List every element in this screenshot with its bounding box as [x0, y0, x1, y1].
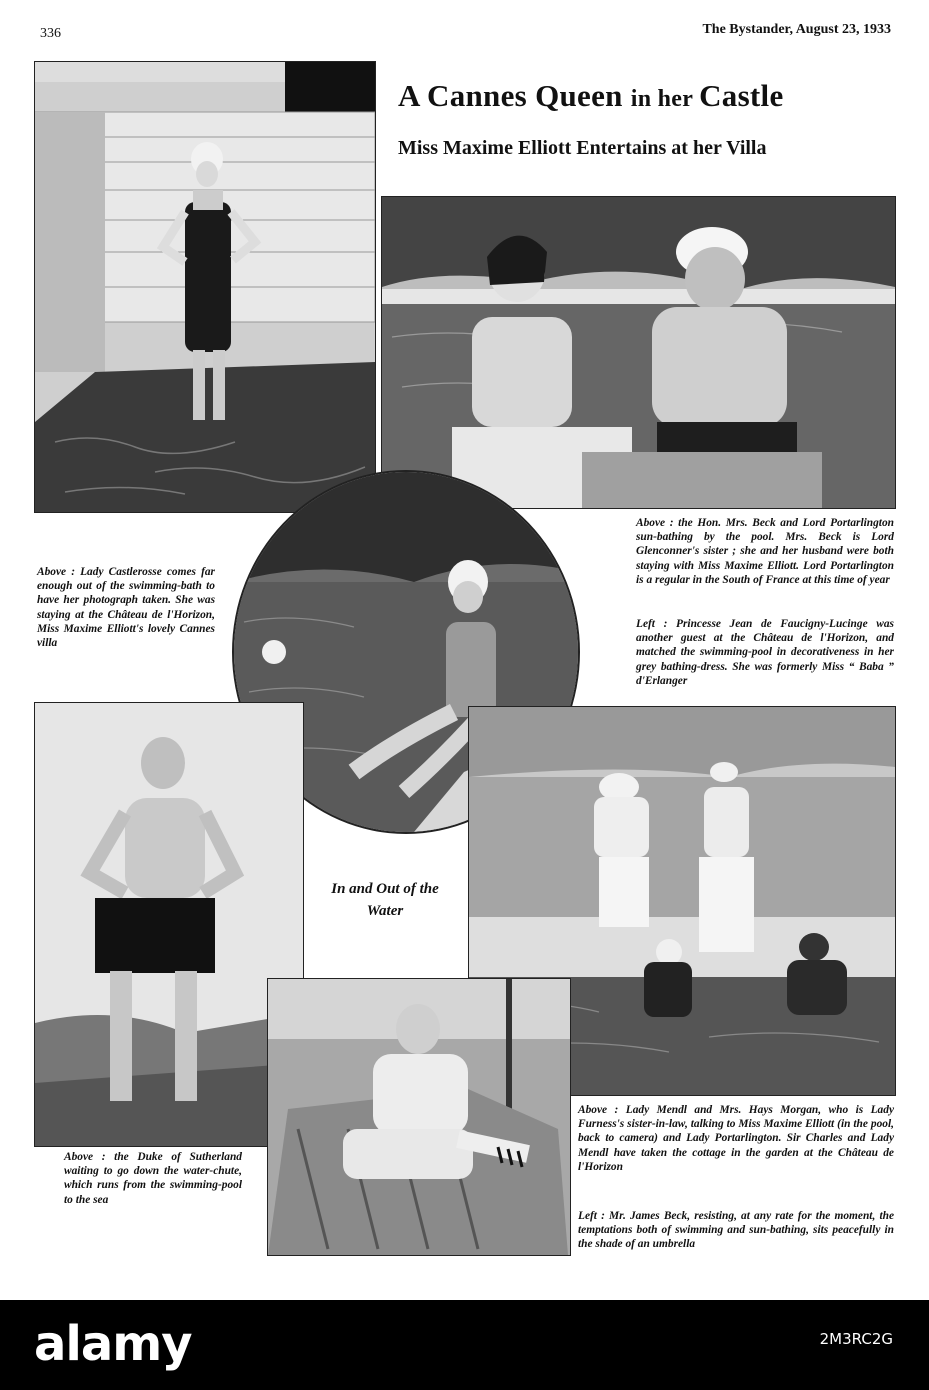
- page-number: 336: [40, 26, 61, 41]
- caption-body: Princesse Jean de Faucigny-Lucinge was another guest at the Château de l'Horizon, and matched the swimming-pool in decorativeness in her grey bathing-dress. She was formerly Miss “ Baba ” d'Erlanger: [636, 618, 894, 687]
- alamy-logo: alamy: [34, 1316, 192, 1372]
- caption-mendl: [578, 1103, 894, 1174]
- page-title: [398, 78, 784, 114]
- caption-body: Lady Castlerosse comes far enough out of the swimming-bath to have her photograph taken. She was staying at the Château de l'Horizon, Miss Maxime Elliott's lovely Cannes villa: [37, 566, 215, 650]
- caption-in-and-out: In and Out of the Water: [331, 881, 439, 919]
- caption-body: Mr. James Beck, resisting, at any rate for the moment, the temptations both of swimming and sun-bathing, sits peacefully in the shade of an umbrella: [578, 1210, 894, 1251]
- caption-james-beck: [578, 1209, 894, 1252]
- caption-sutherland: [64, 1150, 242, 1207]
- caption-beck-portarlington: [636, 516, 894, 587]
- caption-lead: Left :: [578, 1210, 605, 1222]
- caption-lead: Above :: [578, 1104, 619, 1116]
- title-part-3: Castle: [699, 78, 784, 113]
- title-part-1: A Cannes Queen: [398, 78, 631, 113]
- caption-lead: Above :: [37, 566, 75, 578]
- caption-castlerosse: [37, 565, 215, 650]
- masthead: The Bystander, August 23, 1933: [702, 22, 891, 37]
- watermark-footer: [0, 1300, 929, 1390]
- photo-beck-portarlington: [381, 196, 896, 509]
- caption-body: the Duke of Sutherland waiting to go down the water-chute, which runs from the swimming-pool to the sea: [64, 1151, 242, 1206]
- title-part-2: in her: [630, 86, 700, 112]
- page-subtitle: Miss Maxime Elliott Entertains at her Villa: [398, 137, 767, 159]
- caption-lead: Above :: [636, 517, 674, 529]
- photo-james-beck: [267, 978, 571, 1256]
- photo-lady-castlerosse: [34, 61, 376, 513]
- caption-faucigny: [636, 617, 894, 688]
- caption-body: Lady Mendl and Mrs. Hays Morgan, who is Lady Furness's sister-in-law, talking to Miss Maxime Elliott (in the pool, back to camera) and Lady Portarlington. Sir Charles and Lady Mendl have taken the cottage in the garden at the Château de l'Horizon: [578, 1104, 894, 1173]
- photo-duke-of-sutherland: [34, 702, 304, 1147]
- stock-image-id: 2M3RC2G: [819, 1330, 893, 1348]
- caption-body: the Hon. Mrs. Beck and Lord Portarlington sun-bathing by the pool. Mrs. Beck is Lord Glenconner's sister ; she and her husband were both staying with Miss Maxime Elliott. Lord Portarlington is a regular in the South of France at this time of year: [636, 517, 894, 586]
- caption-lead: Above :: [64, 1151, 106, 1163]
- caption-lead: Left :: [636, 618, 668, 630]
